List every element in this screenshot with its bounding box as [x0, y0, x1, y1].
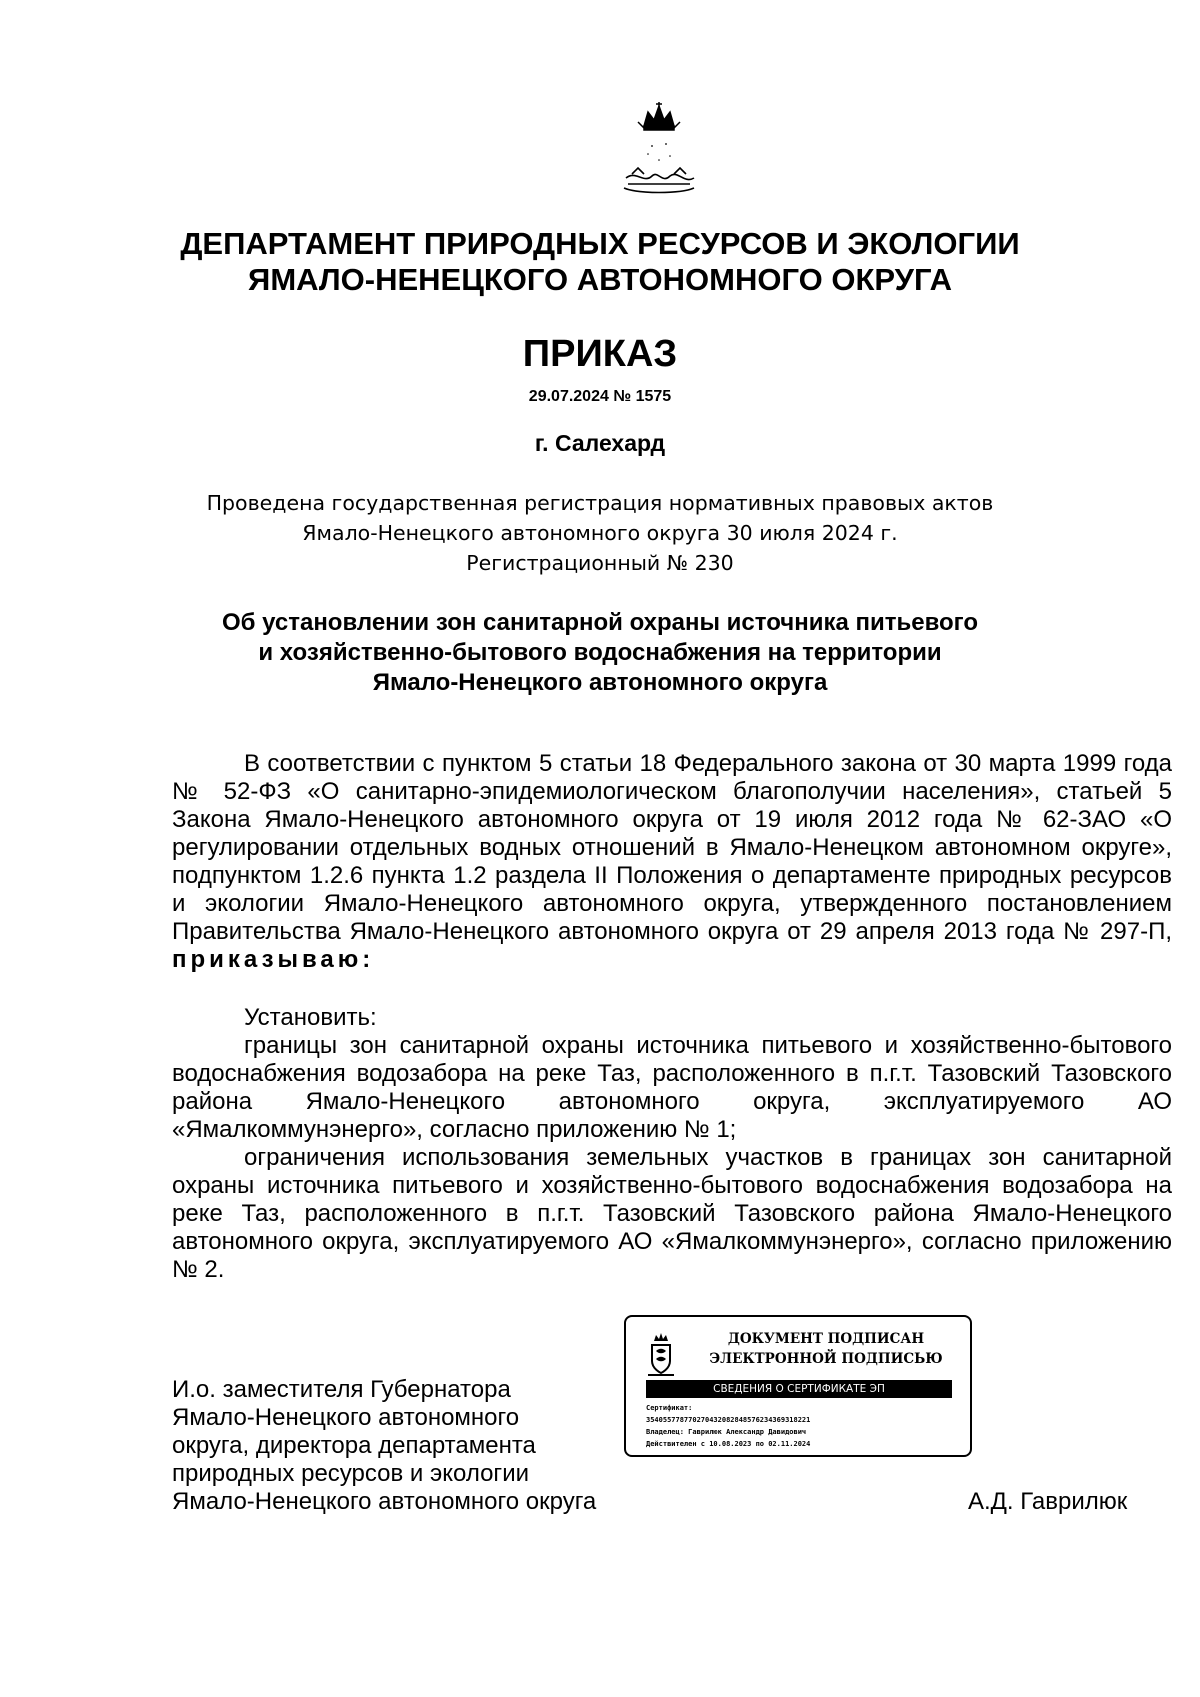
decree-word: приказываю: [172, 946, 375, 973]
certificate-validity: Действителен с 10.08.2023 по 02.11.2024 [646, 1440, 811, 1448]
order-subject [0, 608, 1200, 698]
department-name [0, 226, 1200, 298]
city: г. Салехард [534, 430, 666, 456]
certificate-label: Сертификат: [646, 1404, 693, 1412]
signer-position-line5: Ямало-Ненецкого автономного округа [172, 1488, 597, 1515]
department-name-line1: ДЕПАРТАМЕНТ ПРИРОДНЫХ РЕСУРСОВ И ЭКОЛОГИИ [180, 226, 1020, 261]
registration-line3: Регистрационный № 230 [466, 551, 734, 575]
certificate-info [646, 1402, 966, 1450]
preamble-paragraph [172, 750, 1172, 974]
stamp-title-line1: ДОКУМЕНТ ПОДПИСАН [727, 1331, 925, 1347]
signer-name: А.Д. Гаврилюк [968, 1488, 1128, 1515]
signer-position-line3: округа, директора департамента [172, 1432, 536, 1459]
establish-item-1: границы зон санитарной охраны источника питьевого и хозяйственно-бытового водоснабжения водозабора на реке Таз, расположенного в п.г.т. Тазовский Тазовского района Ямало-Ненецкого автономного округа, эксплуатируемого АО «Ямалкоммунэнерго», согласно приложению № 1; [172, 1032, 1172, 1143]
order-title: ПРИКАЗ [522, 333, 678, 375]
establish-block [172, 1004, 1172, 1284]
coat-of-arms-icon [646, 1331, 676, 1377]
signer-position-line4: природных ресурсов и экологии [172, 1460, 529, 1487]
certificate-header: СВЕДЕНИЯ О СЕРТИФИКАТЕ ЭП [646, 1380, 952, 1398]
e-signature-stamp [624, 1315, 972, 1457]
certificate-owner: Владелец: Гаврилюк Александр Давидович [646, 1428, 807, 1436]
establish-item-2: ограничения использования земельных участков в границах зон санитарной охраны источника питьевого и хозяйственно-бытового водоснабжения водозабора на реке Таз, расположенного в п.г.т. Тазовский Тазовского района Ямало-Ненецкого автономного округа, эксплуатируемого АО «Ямалкоммунэнерго», согласно приложению № 2. [172, 1144, 1172, 1283]
subject-line2: и хозяйственно-бытового водоснабжения на территории [258, 639, 942, 666]
registration-note [0, 488, 1200, 578]
department-name-line2: ЯМАЛО-НЕНЕЦКОГО АВТОНОМНОГО ОКРУГА [248, 262, 952, 297]
signer-position-line1: И.о. заместителя Губернатора [172, 1376, 511, 1403]
establish-lead: Установить: [244, 1004, 377, 1031]
stamp-title [684, 1329, 968, 1369]
signer-position [172, 1376, 596, 1516]
preamble-block [172, 750, 1172, 974]
coat-of-arms-icon [618, 98, 700, 202]
stamp-title-line2: ЭЛЕКТРОННОЙ ПОДПИСЬЮ [709, 1351, 943, 1367]
preamble-text: В соответствии с пунктом 5 статьи 18 Федерального закона от 30 марта 1999 года № 52-ФЗ «О санитарно-эпидемиологическом благополучии населения», статьей 5 Закона Ямало-Ненецкого автономного округа от 19 июля 2012 года № 62-ЗАО «О регулировании отдельных водных отношений в Ямало-Ненецком автономном округе», подпунктом 1.2.6 пункта 1.2 раздела II Положения о департаменте природных ресурсов и экологии Ямало-Ненецкого автономного округа, утвержденного постановлением Правительства Ямало-Ненецкого автономного округа от 29 апреля 2013 года № 297-П, [172, 750, 1173, 945]
subject-line1: Об установлении зон санитарной охраны источника питьевого [221, 609, 979, 636]
signer-position-line2: Ямало-Ненецкого автономного [172, 1404, 520, 1431]
registration-line2: Ямало-Ненецкого автономного округа 30 июля 2024 г. [302, 521, 898, 545]
certificate-value: 354055778770270432082848576234369318221 [646, 1416, 811, 1424]
subject-line3: Ямало-Ненецкого автономного округа [372, 669, 828, 696]
order-number: 29.07.2024 № 1575 [528, 388, 672, 405]
registration-line1: Проведена государственная регистрация нормативных правовых актов [206, 491, 994, 515]
